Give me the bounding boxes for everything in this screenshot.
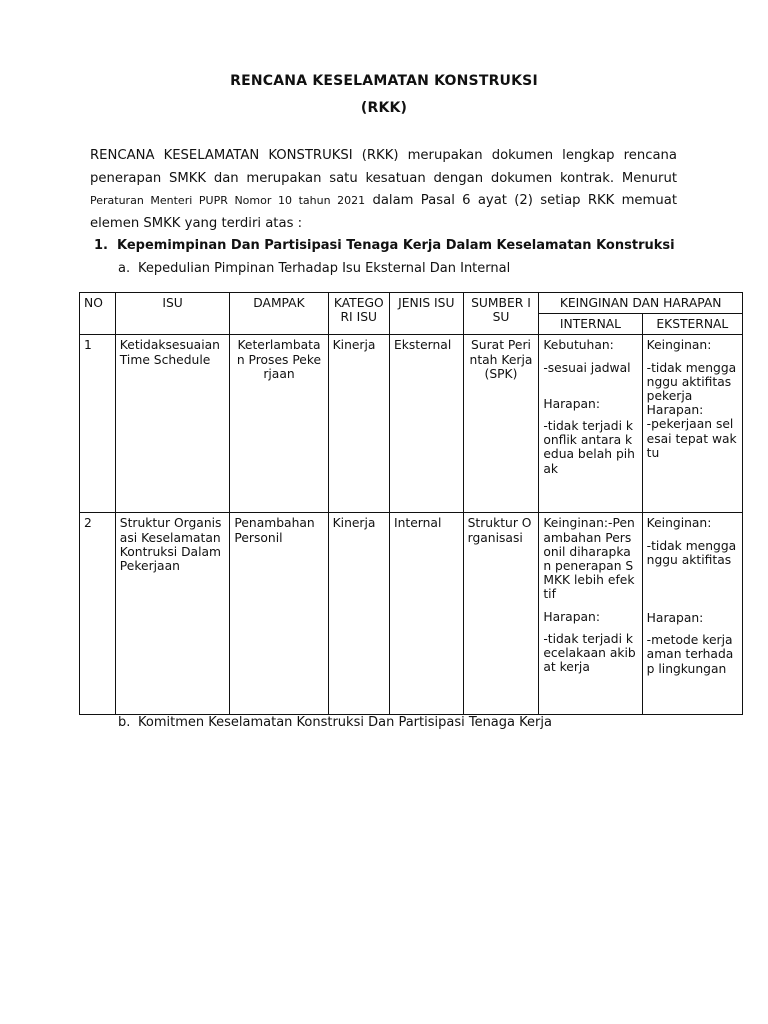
cell-internal bbox=[539, 335, 642, 513]
header-kategori: KATEGO RI ISU bbox=[328, 293, 389, 335]
section-1-number: 1. bbox=[94, 238, 108, 253]
intro-paragraph bbox=[90, 145, 677, 235]
external-label-2: Harapan: bbox=[646, 403, 704, 418]
table-row bbox=[80, 335, 743, 513]
cell-eksternal bbox=[642, 513, 742, 715]
cell-no: 2 bbox=[80, 513, 116, 715]
internal-text-2: -tidak terjadi konflik antara kedua belah pihak bbox=[543, 419, 635, 476]
header-eksternal: EKSTERNAL bbox=[642, 314, 742, 335]
section-1-heading bbox=[94, 238, 675, 253]
intro-line-3-rest: dalam Pasal 6 ayat (2) setiap RKK memuat bbox=[365, 193, 677, 208]
header-jenis: JENIS ISU bbox=[389, 293, 463, 335]
issues-table bbox=[79, 292, 743, 715]
header-isu: ISU bbox=[115, 293, 230, 335]
cell-sumber: Surat Perintah Kerja (SPK) bbox=[463, 335, 539, 513]
table-row bbox=[80, 513, 743, 715]
regulation-reference: Peraturan Menteri PUPR Nomor 10 tahun 2021 bbox=[90, 194, 366, 207]
cell-kategori: Kinerja bbox=[328, 335, 389, 513]
header-sumber: SUMBER ISU bbox=[463, 293, 539, 335]
external-text-1: -tidak mengganggu aktifitas bbox=[646, 538, 737, 567]
external-text-2: -metode kerja aman terhadap lingkungan bbox=[646, 633, 734, 676]
external-label-2: Harapan: bbox=[646, 611, 704, 626]
cell-no: 1 bbox=[80, 335, 116, 513]
subsection-b-title: Komitmen Keselamatan Konstruksi Dan Partisipasi Tenaga Kerja bbox=[138, 715, 552, 730]
header-no: NO bbox=[80, 293, 116, 335]
cell-isu: Struktur Organisasi Keselamatan Kontruksi Dalam Pekerjaan bbox=[115, 513, 230, 715]
cell-sumber: Struktur Organisasi bbox=[463, 513, 539, 715]
subsection-a-heading bbox=[118, 261, 510, 276]
section-1-title: Kepemimpinan Dan Partisipasi Tenaga Kerja Dalam Keselamatan Konstruksi bbox=[117, 238, 675, 253]
cell-jenis: Internal bbox=[389, 513, 463, 715]
internal-label-1: Keinginan:-Penambahan Personil diharapkan penerapan SMKK lebih efektif bbox=[543, 516, 635, 602]
external-label-1: Keinginan: bbox=[646, 338, 712, 353]
table-header-row bbox=[80, 293, 743, 314]
subsection-a-title: Kepedulian Pimpinan Terhadap Isu Eksternal Dan Internal bbox=[138, 261, 511, 276]
cell-dampak: Penambahan Personil bbox=[230, 513, 328, 715]
cell-internal bbox=[539, 513, 642, 715]
document-title: RENCANA KESELAMATAN KONSTRUKSI bbox=[230, 73, 538, 89]
internal-text-2: -tidak terjadi kecelakaan akibat kerja bbox=[543, 631, 636, 675]
header-keinginan-harapan: KEINGINAN DAN HARAPAN bbox=[539, 293, 743, 314]
intro-line-2: penerapan SMKK dan merupakan satu kesatuan dengan dokumen kontrak. Menurut bbox=[90, 170, 677, 186]
internal-label-2: Harapan: bbox=[543, 609, 600, 624]
header-internal: INTERNAL bbox=[539, 314, 642, 335]
subsection-b-heading bbox=[118, 715, 552, 730]
cell-kategori: Kinerja bbox=[328, 513, 389, 715]
external-text-1: -tidak mengganggu aktifitas pekerja bbox=[646, 360, 737, 404]
cell-jenis: Eksternal bbox=[389, 335, 463, 513]
internal-label-1: Kebutuhan: bbox=[543, 338, 614, 353]
internal-label-2: Harapan: bbox=[543, 396, 600, 411]
subsection-a-number: a. bbox=[118, 261, 131, 276]
intro-line-3 bbox=[90, 190, 677, 213]
intro-line-4: elemen SMKK yang terdiri atas : bbox=[90, 215, 303, 231]
external-text-2: -pekerjaan selesai tepat waktu bbox=[646, 417, 737, 460]
subsection-b-number: b. bbox=[118, 715, 131, 730]
cell-eksternal bbox=[642, 335, 742, 513]
cell-isu: Ketidaksesuaian Time Schedule bbox=[115, 335, 230, 513]
cell-dampak: Keterlambatan Proses Pekerjaan bbox=[230, 335, 328, 513]
intro-line-1: RENCANA KESELAMATAN KONSTRUKSI (RKK) merupakan dokumen lengkap rencana bbox=[90, 148, 677, 163]
internal-text-1: -sesuai jadwal bbox=[543, 360, 631, 375]
external-label-1: Keinginan: bbox=[646, 516, 712, 531]
header-dampak: DAMPAK bbox=[230, 293, 328, 335]
document-subtitle: (RKK) bbox=[360, 100, 408, 116]
